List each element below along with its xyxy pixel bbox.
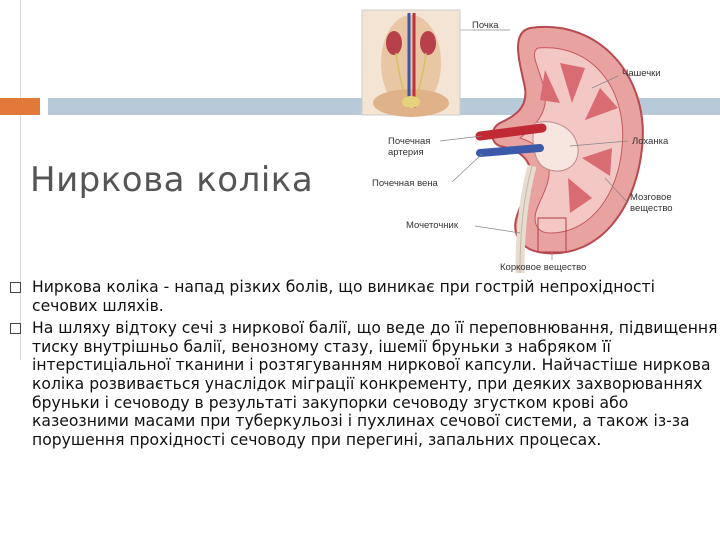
label-renal-artery: Почечная артерия <box>388 136 431 158</box>
label-pelvis: Лоханка <box>632 136 669 147</box>
label-calyces: Чашечки <box>622 68 661 79</box>
bullet-list <box>10 278 720 453</box>
label-ureter: Мочеточник <box>406 220 458 231</box>
renal-vein <box>480 148 540 153</box>
kidney-anatomy-figure <box>360 8 690 278</box>
accent-bar-orange <box>0 98 40 115</box>
bullet-item <box>10 319 720 449</box>
label-cortex: Корковое вещество <box>500 262 587 273</box>
bullet-text: Ниркова коліка - напад різких болів, що виникає при гострій непрохідності сечових шляхів. <box>32 278 655 315</box>
square-bullet-icon <box>10 323 21 334</box>
bladder-small <box>402 96 420 108</box>
bullet-text: На шляху відтоку сечі з ниркової балії, що веде до її переповнювання, підвищення тиску внутрішньо балії, венозному стазу, ішемії бруньки з набряком її інтерстиціальної тканини і розтягуванням ниркової капсули. Найчастіше ниркова коліка розвивається унаслідок міграції конкременту, при деяких захворюваннях бруньки і сечоводу в результаті закупорки сечоводу згустком крові або казеозними масами при туберкульозі і пухлинах сечової системи, а також із-за порушення прохідності сечоводу при перегині, запальних процесах. <box>32 319 718 449</box>
label-kidney: Почка <box>472 20 499 31</box>
right-kidney-small <box>420 31 436 55</box>
label-medulla: Мозговое вещество <box>630 192 673 214</box>
square-bullet-icon <box>10 282 21 293</box>
bullet-item <box>10 278 720 315</box>
slide-title: Ниркова коліка <box>30 160 314 200</box>
label-renal-vein: Почечная вена <box>372 178 438 189</box>
left-kidney-small <box>386 31 402 55</box>
